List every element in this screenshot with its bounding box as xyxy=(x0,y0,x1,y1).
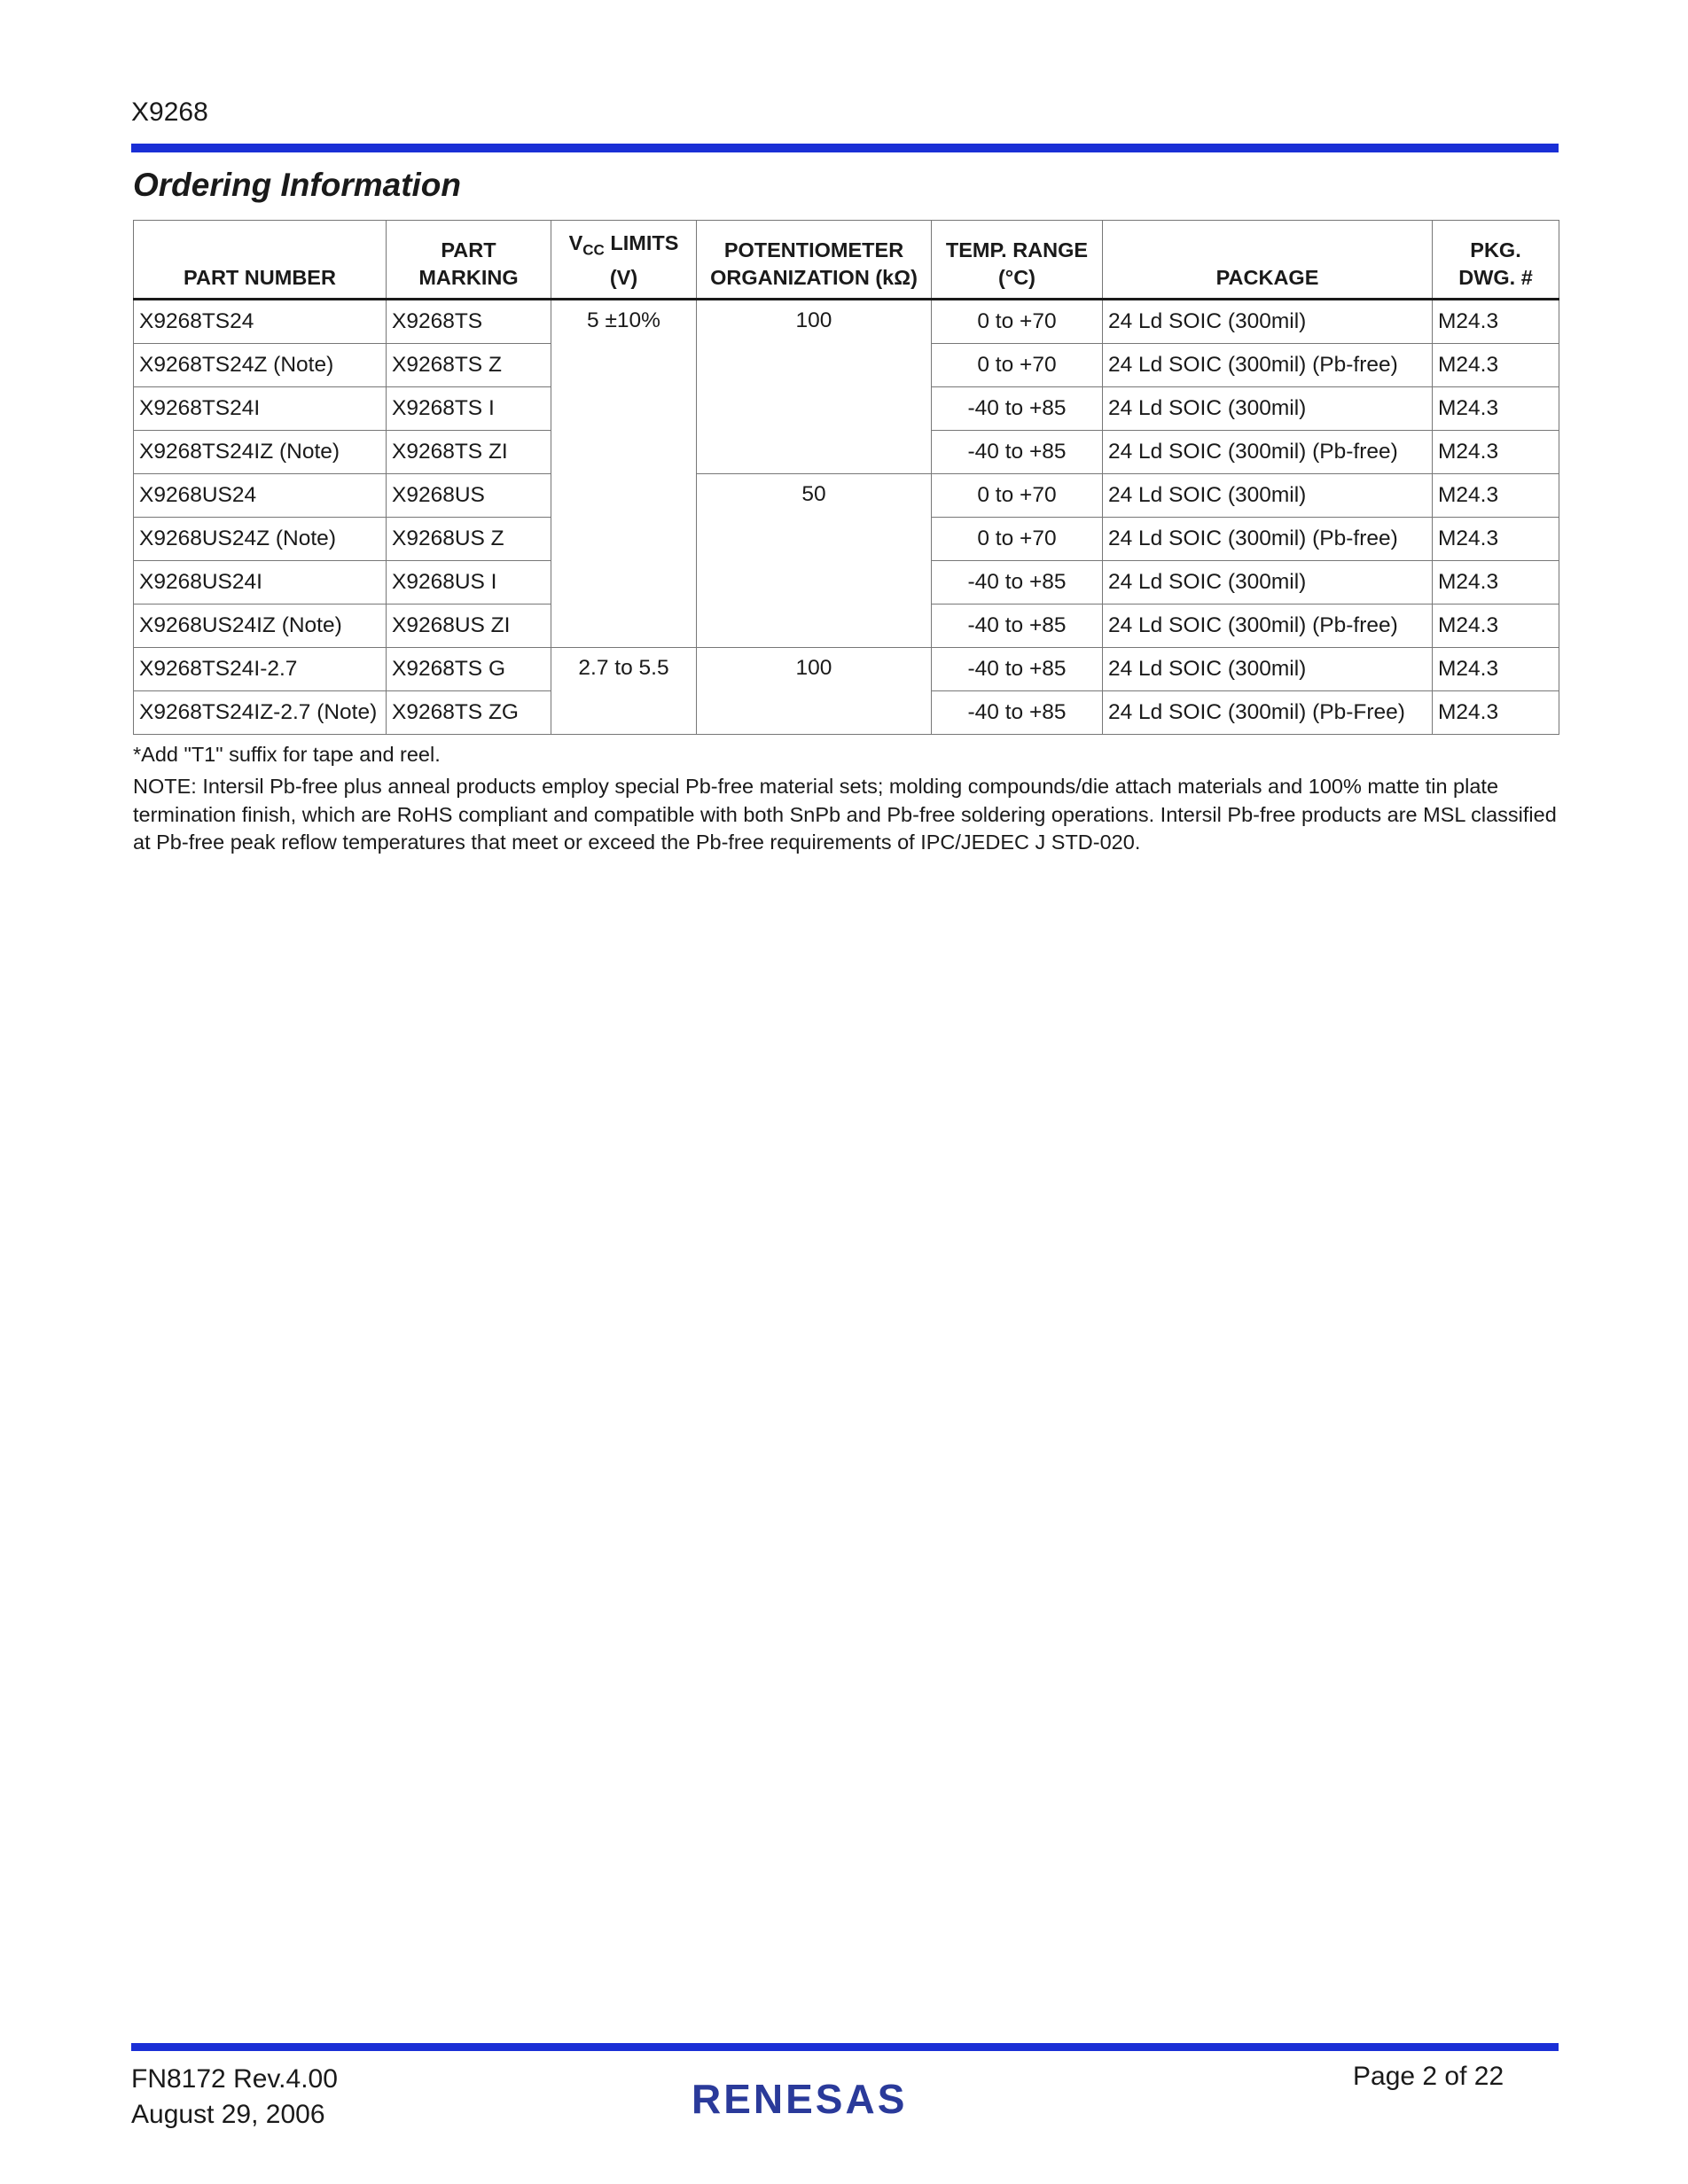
cell-marking: X9268TS xyxy=(387,300,551,344)
cell-package: 24 Ld SOIC (300mil) xyxy=(1103,648,1433,691)
cell-potentiometer: 50 xyxy=(697,474,932,648)
cell-package: 24 Ld SOIC (300mil) xyxy=(1103,474,1433,518)
tape-reel-footnote: *Add "T1" suffix for tape and reel. xyxy=(133,743,441,766)
col-pkg-dwg: PKG. DWG. # xyxy=(1433,221,1559,300)
cell-temp: -40 to +85 xyxy=(932,387,1103,431)
cell-temp: 0 to +70 xyxy=(932,474,1103,518)
cell-part-number: X9268TS24I-2.7 xyxy=(134,648,387,691)
cell-part-number: X9268US24I xyxy=(134,561,387,604)
cell-dwg: M24.3 xyxy=(1433,474,1559,518)
cell-dwg: M24.3 xyxy=(1433,431,1559,474)
col-part-marking: PART MARKING xyxy=(387,221,551,300)
cell-dwg: M24.3 xyxy=(1433,691,1559,735)
cell-part-number: X9268TS24I xyxy=(134,387,387,431)
cell-marking: X9268US I xyxy=(387,561,551,604)
cell-package: 24 Ld SOIC (300mil) (Pb-free) xyxy=(1103,604,1433,648)
cell-package: 24 Ld SOIC (300mil) xyxy=(1103,561,1433,604)
cell-part-number: X9268TS24IZ (Note) xyxy=(134,431,387,474)
cell-marking: X9268TS I xyxy=(387,387,551,431)
cell-part-number: X9268US24IZ (Note) xyxy=(134,604,387,648)
cell-temp: -40 to +85 xyxy=(932,561,1103,604)
col-part-number: PART NUMBER xyxy=(134,221,387,300)
cell-marking: X9268TS ZI xyxy=(387,431,551,474)
section-title: Ordering Information xyxy=(133,167,461,203)
renesas-logo xyxy=(690,2074,965,2125)
cell-marking: X9268TS Z xyxy=(387,344,551,387)
footer-doc-info xyxy=(131,2062,338,2133)
renesas-logo-mark xyxy=(690,2074,965,2120)
table-row xyxy=(134,300,1559,344)
cell-package: 24 Ld SOIC (300mil) xyxy=(1103,387,1433,431)
cell-package: 24 Ld SOIC (300mil) (Pb-free) xyxy=(1103,518,1433,561)
cell-dwg: M24.3 xyxy=(1433,344,1559,387)
footer-rule xyxy=(131,2043,1559,2051)
svg-text:RENESAS: RENESAS xyxy=(692,2076,908,2120)
cell-part-number: X9268TS24 xyxy=(134,300,387,344)
cell-package: 24 Ld SOIC (300mil) (Pb-free) xyxy=(1103,344,1433,387)
cell-package: 24 Ld SOIC (300mil) (Pb-Free) xyxy=(1103,691,1433,735)
table-row xyxy=(134,648,1559,691)
ordering-table xyxy=(133,220,1559,735)
cell-marking: X9268TS G xyxy=(387,648,551,691)
doc-number: FN8172 Rev.4.00 xyxy=(131,2064,338,2094)
cell-vcc: 5 ±10% xyxy=(551,300,697,648)
cell-part-number: X9268US24Z (Note) xyxy=(134,518,387,561)
doc-date: August 29, 2006 xyxy=(131,2100,325,2129)
cell-marking: X9268US xyxy=(387,474,551,518)
header-rule xyxy=(131,144,1559,152)
cell-package: 24 Ld SOIC (300mil) (Pb-free) xyxy=(1103,431,1433,474)
cell-temp: -40 to +85 xyxy=(932,691,1103,735)
cell-potentiometer: 100 xyxy=(697,648,932,735)
pb-free-note: NOTE: Intersil Pb-free plus anneal products employ special Pb-free material sets; molding compounds/die attach materials and 100% matte tin plate termination finish, which are RoHS compliant and compatible with both SnPb and Pb-free soldering operations. Intersil Pb-free products are MSL classified at Pb-free peak reflow temperatures that meet or exceed the Pb-free requirements of IPC/JEDEC J STD-020. xyxy=(133,775,1557,854)
table-header-row xyxy=(134,221,1559,300)
cell-potentiometer: 100 xyxy=(697,300,932,474)
cell-marking: X9268TS ZG xyxy=(387,691,551,735)
cell-marking: X9268US Z xyxy=(387,518,551,561)
cell-temp: -40 to +85 xyxy=(932,431,1103,474)
col-package: PACKAGE xyxy=(1103,221,1433,300)
cell-temp: 0 to +70 xyxy=(932,518,1103,561)
cell-part-number: X9268TS24IZ-2.7 (Note) xyxy=(134,691,387,735)
cell-temp: -40 to +85 xyxy=(932,648,1103,691)
cell-dwg: M24.3 xyxy=(1433,387,1559,431)
col-potentiometer: POTENTIOMETER ORGANIZATION (kΩ) xyxy=(697,221,932,300)
table-row xyxy=(134,474,1559,518)
cell-temp: 0 to +70 xyxy=(932,300,1103,344)
page-number: Page 2 of 22 xyxy=(1353,2062,1504,2091)
col-vcc-limits: $V_{CC}$ LIMITS (V) xyxy=(551,221,697,300)
cell-part-number: X9268TS24Z (Note) xyxy=(134,344,387,387)
cell-marking: X9268US ZI xyxy=(387,604,551,648)
cell-dwg: M24.3 xyxy=(1433,604,1559,648)
cell-dwg: M24.3 xyxy=(1433,648,1559,691)
cell-temp: -40 to +85 xyxy=(932,604,1103,648)
cell-dwg: M24.3 xyxy=(1433,561,1559,604)
cell-part-number: X9268US24 xyxy=(134,474,387,518)
cell-vcc: 2.7 to 5.5 xyxy=(551,648,697,735)
cell-dwg: M24.3 xyxy=(1433,518,1559,561)
cell-package: 24 Ld SOIC (300mil) xyxy=(1103,300,1433,344)
cell-dwg: M24.3 xyxy=(1433,300,1559,344)
cell-temp: 0 to +70 xyxy=(932,344,1103,387)
document-id: X9268 xyxy=(131,98,208,127)
col-temp-range: TEMP. RANGE (°C) xyxy=(932,221,1103,300)
